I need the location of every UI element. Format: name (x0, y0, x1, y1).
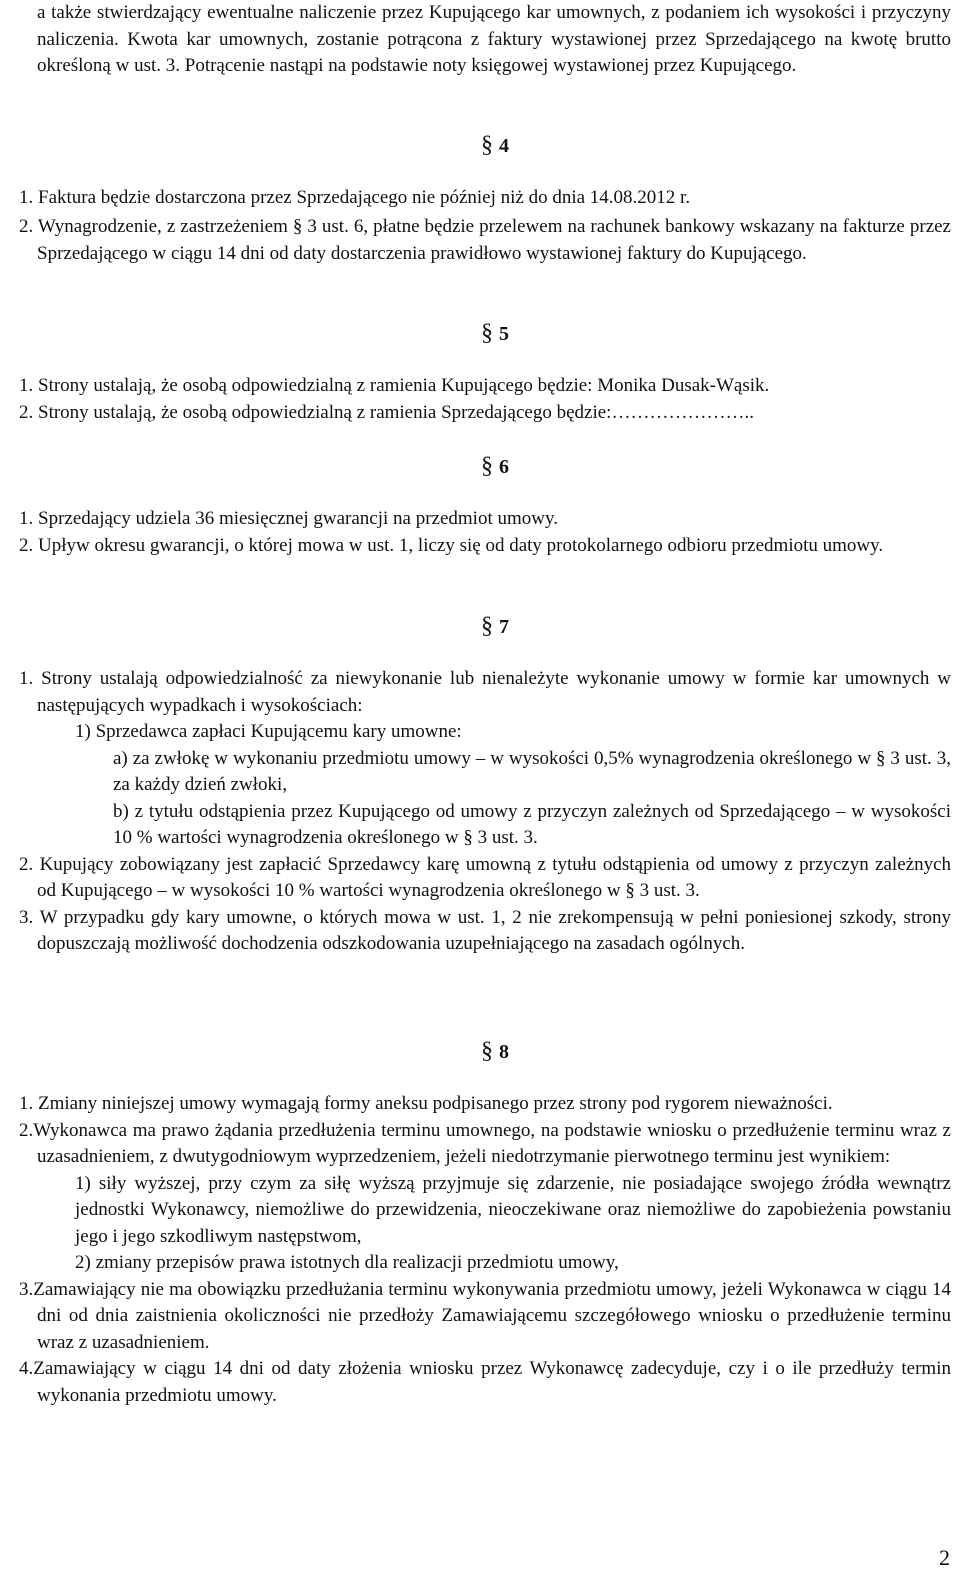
s8-item-4: 4.Zamawiający w ciągu 14 dni od daty złożenia wniosku przez Wykonawcę zadecyduje, czy i o ile przedłuży termin wykonania przedmiotu umowy. (19, 1358, 951, 1406)
s8-item-2-sub-1: 1) siły wyższej, przy czym za siłę wyższą przyjmuje się zdarzenie, nie posiadające swojego źródła wewnątrz jednostki Wykonawcy, niemożliwe do przewidzenia, nieoczekiwane oraz niemożliwe do zapobieżenia powstaniu jego i jego szkodliwym następstwom, (75, 1172, 951, 1247)
s7-item-3: 3. W przypadku gdy kary umowne, o których mowa w ust. 1, 2 nie zrekompensują w pełni poniesionej szkody, strony dopuszczają możliwość dochodzenia odszkodowania uzupełniającego na zasadach ogólnych. (19, 906, 951, 954)
section-5-heading (19, 320, 951, 346)
section-4-heading (19, 132, 951, 158)
s8-item-1: 1. Zmiany niniejszej umowy wymagają formy aneksu podpisanego przez strony pod rygorem nieważności. (19, 1093, 833, 1114)
section-6-heading (19, 453, 951, 479)
s8-item-3: 3.Zamawiający nie ma obowiązku przedłużania terminu wykonywania przedmiotu umowy, jeżeli Wykonawca w ciągu 14 dni od dnia zaistnienia okoliczności nie przedłoży Zamawiającemu szczegółowego wniosku o przedłużenie terminu wraz z uzasadnieniem. (19, 1278, 951, 1353)
s8-body (19, 1091, 951, 1409)
s7-item-1-a: a) za zwłokę w wykonaniu przedmiotu umowy – w wysokości 0,5% wynagrodzenia określonego w § 3 ust. 3, za każdy dzień zwłoki, (113, 747, 951, 795)
s7-item-1: 1. Strony ustalają odpowiedzialność za niewykonanie lub nienależyte wykonanie umowy w formie kar umownych w następujących wypadkach i wysokościach: (19, 668, 951, 716)
section-8-number: 8 (499, 1041, 509, 1063)
section-5-number: 5 (499, 323, 509, 345)
s6-item-1: 1. Sprzedający udziela 36 miesięcznej gwarancji na przedmiot umowy. (19, 508, 559, 529)
s5-item-2: 2. Strony ustalają, że osobą odpowiedzialną z ramienia Sprzedającego będzie:………………….. (19, 402, 754, 423)
intro-paragraph: a także stwierdzający ewentualne naliczenie przez Kupującego kar umownych, z podaniem ich wysokości i przyczyny naliczenia. Kwota kar umownych, zostanie potrącona z faktury wystawionej przez Sprzedającego na kwotę brutto określoną w ust. 3. Potrącenie nastąpi na podstawie noty księgowej wystawionej przez Kupującego. (37, 2, 951, 76)
section-4-number: 4 (499, 135, 509, 157)
s5-item-1: 1. Strony ustalają, że osobą odpowiedzialną z ramienia Kupującego będzie: Monika Dusak-Wąsik. (19, 375, 770, 396)
s8-item-2: 2.Wykonawca ma prawo żądania przedłużenia terminu umownego, na podstawie wniosku o przedłużenie terminu wraz z uzasadnieniem, z dwutygodniowym wyprzedzeniem, jeżeli niedotrzymanie pierwotnego terminu jest wynikiem: (19, 1119, 951, 1167)
s7-body (19, 666, 951, 958)
section-7-heading (19, 613, 951, 639)
s7-item-2: 2. Kupujący zobowiązany jest zapłacić Sprzedawcy karę umowną z tytułu odstąpienia od umowy z przyczyn zależnych od Kupującego – w wysokości 10 % wartości wynagrodzenia określonego w § 3 ust. 3. (19, 853, 951, 901)
section-symbol: § (481, 132, 493, 158)
s7-item-1-b: b) z tytułu odstąpienia przez Kupującego od umowy z przyczyn zależnych od Sprzedającego – w wysokości 10 % wartości wynagrodzenia określonego w § 3 ust. 3. (113, 800, 951, 848)
section-8-heading (19, 1038, 951, 1064)
section-symbol: § (481, 613, 493, 639)
s4-item-1: 1. Faktura będzie dostarczona przez Sprzedającego nie później niż do dnia 14.08.2012 r. (19, 187, 691, 208)
s7-item-1-sub-1: 1) Sprzedawca zapłaci Kupującemu kary umowne: (75, 721, 462, 742)
page-number: 2 (939, 1545, 950, 1570)
s6-item-2: 2. Upływ okresu gwarancji, o której mowa w ust. 1, liczy się od daty protokolarnego odbioru przedmiotu umowy. (19, 535, 884, 556)
s8-item-2-sub-2: 2) zmiany przepisów prawa istotnych dla realizacji przedmiotu umowy, (75, 1252, 619, 1273)
section-7-number: 7 (499, 616, 509, 638)
section-6-number: 6 (499, 456, 509, 478)
s4-item-2: 2. Wynagrodzenie, z zastrzeżeniem § 3 ust. 6, płatne będzie przelewem na rachunek bankowy wskazany na fakturze przez Sprzedającego w ciągu 14 dni od daty dostarczenia prawidłowo wystawionej faktury do Kupującego. (19, 216, 951, 264)
section-symbol: § (481, 1038, 493, 1064)
section-symbol: § (481, 453, 493, 479)
section-symbol: § (481, 320, 493, 346)
